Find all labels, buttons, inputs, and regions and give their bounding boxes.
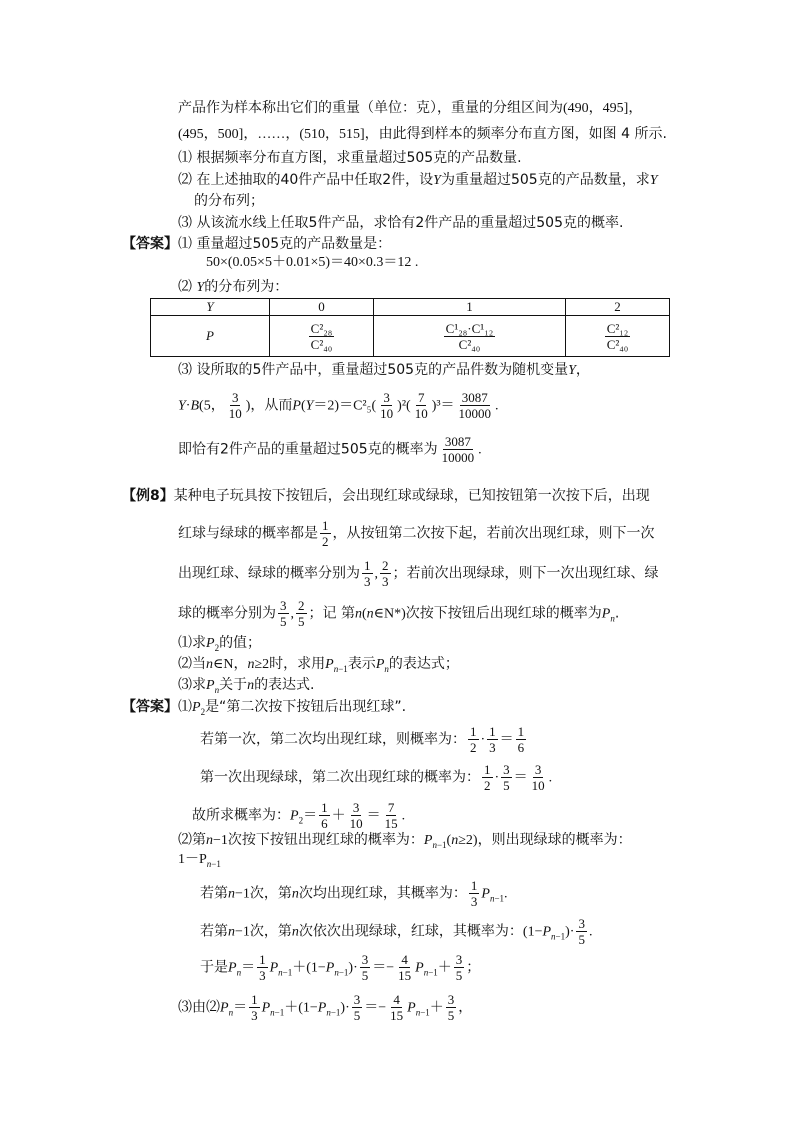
- intro-line-1: 产品作为样本称出它们的重量（单位：克），重量的分组区间为(490，495]，: [178, 100, 643, 116]
- answer-1-binomial: Y·B(5， $\frac{3}{10}$ )，从而P(Y＝2)＝C²₅( $\frac{3}{10}$ )²( $\frac{7}{10}$ )³＝ $\frac{3087}{10000}$ .: [178, 390, 499, 421]
- answer-1-line-1: 【答案】⑴ 重量超过505克的产品数量是：: [122, 236, 392, 252]
- intro-line-2: (495，500]，……，(510，515]，由此得到样本的频率分布直方图，如图 4 所示.: [178, 126, 667, 142]
- example-8-line-3: 出现红球、绿球的概率分别为 $\frac{1}{3}$ , $\frac{2}{3}$ ；若前次出现绿球，则下一次出现红球、绿: [178, 558, 659, 589]
- table-cell-2: $\frac{\text{C²₁₂}}{\text{C²₄₀}}$: [566, 316, 670, 357]
- table-row: [151, 316, 670, 357]
- table-row: [151, 299, 670, 316]
- answer-2-part-2: ⑵第n−1次按下按钮出现红球的概率为：$P_{n-1}(n\ge 2)$，则出现绿球的概率为：: [178, 832, 632, 850]
- example-8-sub-1: ⑴求$P_2$的值；: [178, 635, 262, 653]
- example-8-sub-3: ⑶求$P_n$关于n的表达式.: [178, 677, 315, 695]
- distribution-table: [150, 298, 670, 357]
- table-row-p: P: [151, 316, 270, 357]
- table-head-2: 2: [566, 299, 670, 316]
- example-8-line-1: 【例8】某种电子玩具按下按钮后，会出现红球或绿球，已知按钮第一次按下后，出现: [122, 488, 650, 504]
- answer-1-result: 即恰有2件产品的重量超过505克的概率为 $\frac{3087}{10000}$ .: [178, 434, 482, 465]
- example-8-sub-2: ⑵当n∈N，n≥2时，求用$P_{n-1}$表示$P_n$的表达式；: [178, 656, 459, 674]
- answer-2-part-3: ⑶由$⑵P_n=$ $\frac{1}{3}$ $P_{n-1}+(1-P_{n-1})\cdot$ $\frac{3}{5}$ ＝− $\frac{4}{15}$ $P_{n-1}+$ $\frac{3}{5}$ ，: [178, 992, 473, 1023]
- table-cell-0: $\frac{\text{C²₂₈}}{\text{C²₄₀}}$: [270, 316, 374, 357]
- example-8-line-4: 球的概率分别为 $\frac{3}{5}$ , $\frac{2}{5}$ ；记 第n(n∈N*)次按下按钮后出现红球的概率为$P_n$.: [178, 598, 620, 629]
- answer-2-green-red: 若第n−1次，第n次依次出现绿球，红球，其概率为：$(1-P_{n-1})\cdot$ $\frac{3}{5}$ .: [200, 916, 593, 947]
- question-2-cont: 的分布列；: [194, 193, 264, 209]
- table-head-y: Y: [151, 299, 270, 316]
- example-8-line-2: 红球与绿球的概率都是 $\frac{1}{2}$ ，从按钮第二次按下起，若前次出现红球，则下一次: [178, 518, 655, 549]
- answer-2-case-1: 若第一次，第二次均出现红球，则概率为： $\frac{1}{2}$ · $\frac{1}{3}$ ＝ $\frac{1}{6}$: [200, 724, 525, 755]
- table-head-0: 0: [270, 299, 374, 316]
- question-2: ⑵ 在上述抽取的40件产品中任取2件，设Y为重量超过505克的产品数量，求Y: [178, 172, 658, 188]
- answer-2-red-red: 若第n−1次，第n次均出现红球，其概率为： $\frac{1}{3}$ $P_{n-1}$.: [200, 878, 508, 909]
- answer-1-line-3: ⑶ 设所取的5件产品中，重量超过505克的产品件数为随机变量Y，: [178, 362, 590, 378]
- table-head-1: 1: [373, 299, 565, 316]
- table-cell-1: $\frac{\text{C¹₂₈·C¹₁₂}}{\text{C²₄₀}}$: [373, 316, 565, 357]
- answer-2-recurrence: 于是$P_n=$ $\frac{1}{3}$ $P_{n-1}+(1-P_{n-1})\cdot$ $\frac{3}{5}$ ＝− $\frac{4}{15}$ $P_{n-1}+$ $\frac{3}{5}$ ；: [200, 952, 481, 983]
- answer-1-line-2: ⑵ Y的分布列为：: [178, 279, 289, 295]
- answer-2-line-1: 【答案】$⑴P_2$是“第二次按下按钮后出现红球”.: [122, 699, 407, 717]
- answer-2-part-2-cont: $1-P_{n-1}$: [178, 852, 221, 869]
- question-3: ⑶ 从该流水线上任取5件产品，求恰有2件产品的重量超过505克的概率.: [178, 215, 624, 231]
- question-1: ⑴ 根据频率分布直方图，求重量超过505克的产品数量.: [178, 150, 522, 166]
- answer-2-case-2: 第一次出现绿球，第二次出现红球的概率为： $\frac{1}{2}$ · $\frac{3}{5}$ ＝ $\frac{3}{10}$ .: [200, 762, 553, 793]
- answer-2-case-3: 故所求概率为：$P_2=$ $\frac{1}{6}$ ＋ $\frac{3}{10}$ ＝ $\frac{7}{15}$ .: [192, 800, 406, 831]
- answer-1-calc: 50×(0.05×5＋0.01×5)＝40×0.3＝12 .: [206, 255, 419, 270]
